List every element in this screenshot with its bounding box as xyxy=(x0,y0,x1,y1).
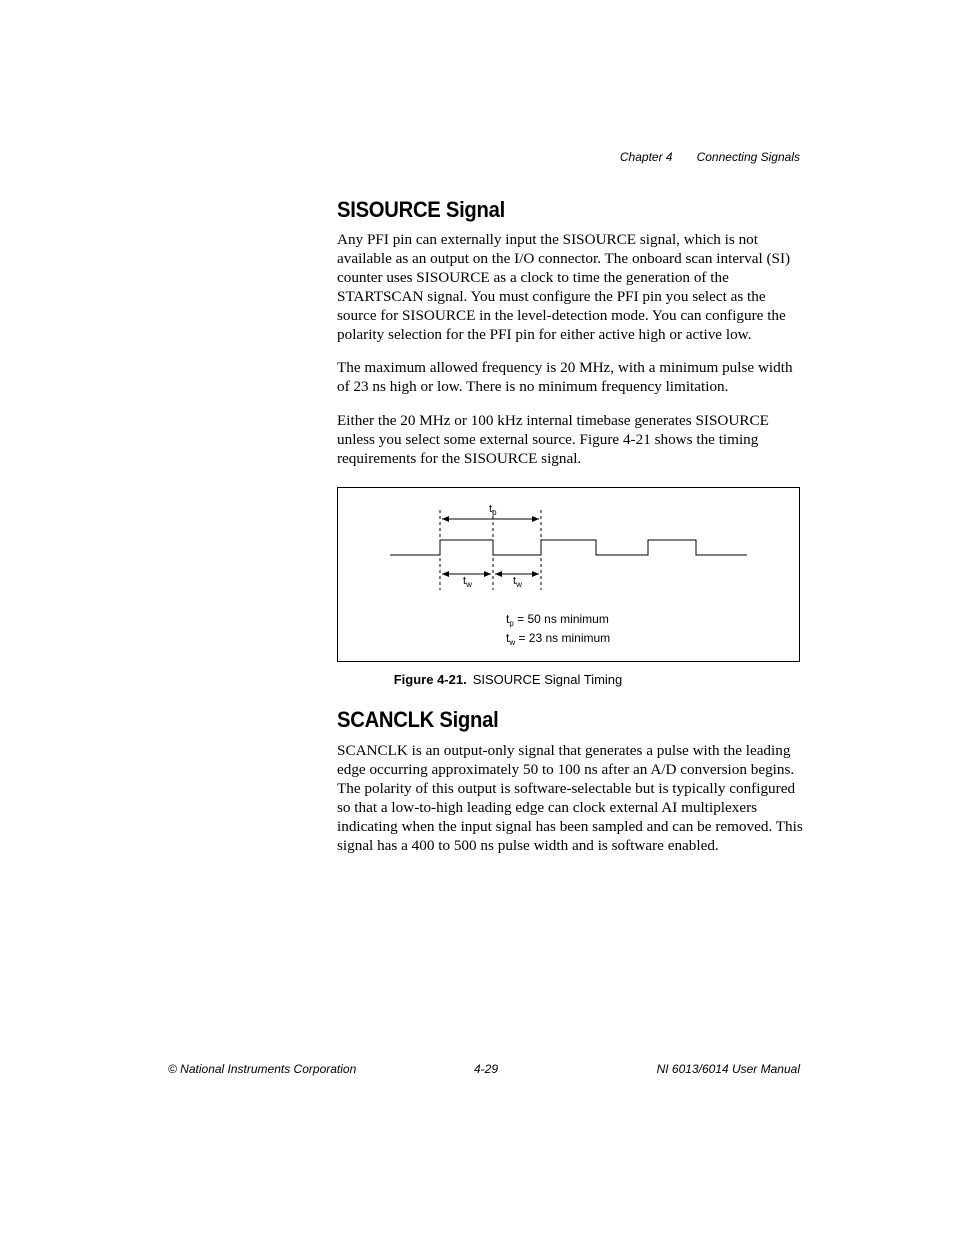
chapter-label: Chapter 4 xyxy=(619,150,673,164)
tw-note: $t_w = 23$ ns minimum xyxy=(506,631,611,647)
footer-copyright: © National Instruments Corporation xyxy=(168,1062,357,1076)
sisource-paragraph-1: Any PFI pin can externally input the SISOURCE signal, which is not available as an output on the I/O connector. The onboard scan interval (SI) counter uses SISOURCE as a clock to time the generation of the STARTSCAN signal. You must configure the PFI pin you select as the source for SISOURCE in the level-detection mode. You can configure the polarity selection for the PFI pin for either active high or active low. xyxy=(337,231,791,343)
timing-diagram xyxy=(337,487,800,662)
sisource-heading: SISOURCE Signal xyxy=(337,197,505,222)
sisource-waveform xyxy=(390,540,747,555)
figure-number: Figure 4-21. xyxy=(393,672,467,687)
section-label: Connecting Signals xyxy=(696,150,800,164)
tw-label-1: $t_w$ xyxy=(463,575,472,589)
footer-manual-title: NI 6013/6014 User Manual xyxy=(656,1062,800,1076)
timing-diagram-svg xyxy=(338,488,799,661)
figure-title: SISOURCE Signal Timing xyxy=(472,672,623,687)
scanclk-heading: SCANCLK Signal xyxy=(337,707,499,732)
sisource-paragraph-3: Either the 20 MHz or 100 kHz internal timebase generates SISOURCE unless you select some external source. Figure 4-21 shows the timing requirements for the SISOURCE signal. xyxy=(337,412,769,467)
tp-label: $t_p$ xyxy=(489,503,497,517)
tp-note: $t_p = 50$ ns minimum xyxy=(506,612,609,628)
running-header xyxy=(620,150,800,164)
tw-label-2: $t_w$ xyxy=(513,575,522,589)
footer-page-number: 4-29 xyxy=(474,1062,499,1076)
sisource-paragraph-2: The maximum allowed frequency is 20 MHz, with a minimum pulse width of 23 ns high or low. There is no minimum frequency limitation. xyxy=(337,359,793,395)
figure-caption xyxy=(0,672,954,687)
scanclk-paragraph: SCANCLK is an output-only signal that generates a pulse with the leading edge occurring approximately 50 to 100 ns after an A/D conversion begins. The polarity of this output is software-selectable but is typically configured so that a low-to-high leading edge can clock external AI multiplexers indicating when the input signal has been sampled and can be removed. This signal has a 400 to 500 ns pulse width and is software enabled. xyxy=(337,742,803,854)
